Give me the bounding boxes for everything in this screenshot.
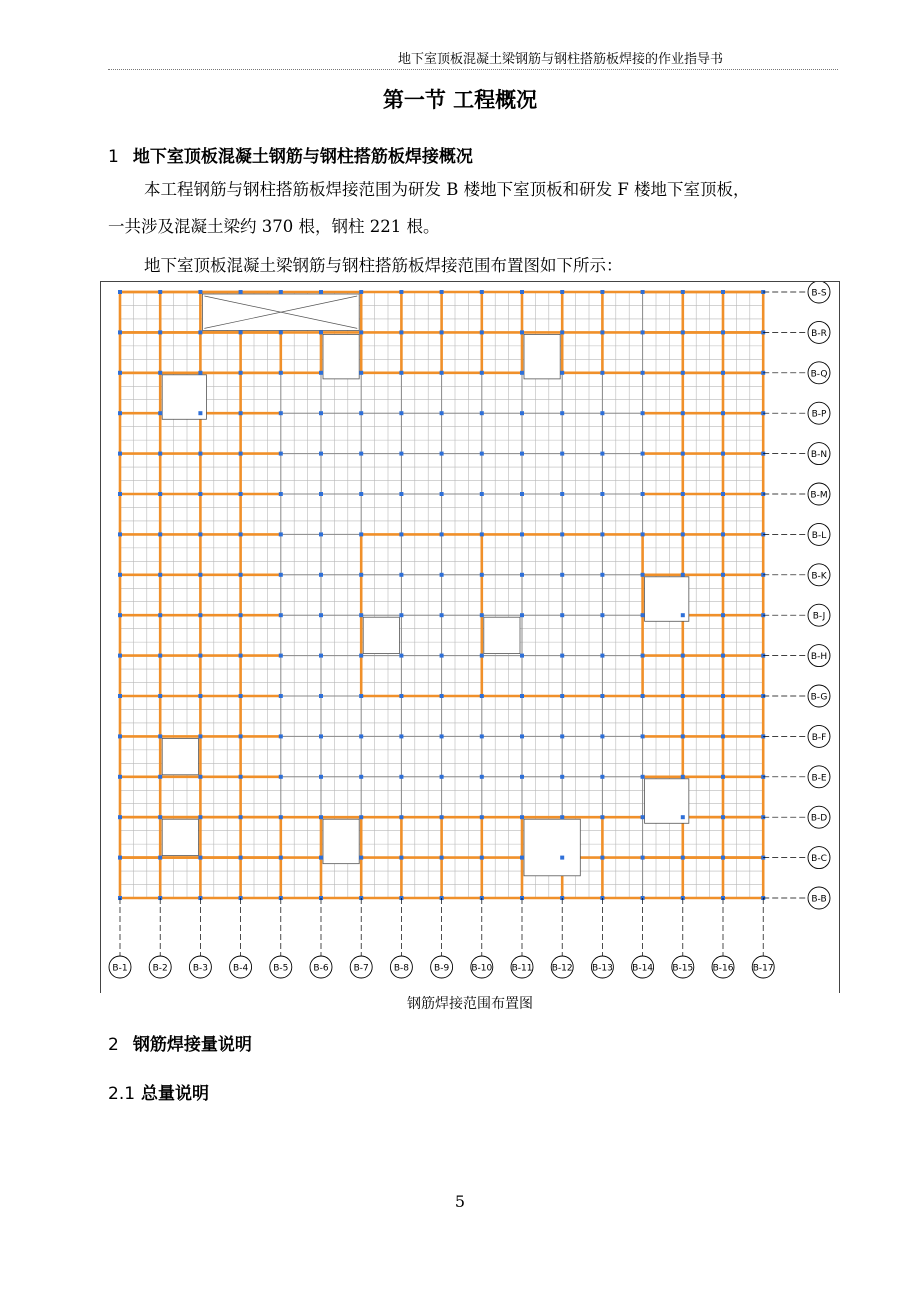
- axis-label-B-D: B-D: [810, 813, 828, 824]
- structural-plan-drawing: [101, 282, 840, 1003]
- subsection-2-1-title: 总量说明: [141, 1084, 210, 1104]
- axis-label-B-3: B-3: [192, 963, 208, 974]
- page-number: 5: [454, 1192, 466, 1211]
- axis-label-B-4: B-4: [233, 963, 249, 974]
- axis-label-B-13: B-13: [591, 963, 613, 974]
- core-opening-6: [484, 617, 520, 653]
- axis-label-B-1: B-1: [112, 963, 128, 974]
- axis-label-B-L: B-L: [811, 530, 827, 541]
- axis-label-B-8: B-8: [393, 963, 409, 974]
- paragraph-1-line-1: 本工程钢筋与钢柱搭筋板焊接范围为研发 B 楼地下室顶板和研发 F 楼地下室顶板，: [144, 180, 750, 199]
- axis-label-B-R: B-R: [811, 328, 827, 339]
- axis-label-B-J: B-J: [812, 611, 826, 622]
- axis-label-B-F: B-F: [811, 732, 827, 743]
- core-opening-12: [162, 819, 198, 855]
- axis-label-B-17: B-17: [752, 963, 774, 974]
- axis-label-B-Q: B-Q: [810, 369, 828, 380]
- axis-label-B-C: B-C: [811, 854, 827, 865]
- core-opening-10: [524, 819, 580, 876]
- axis-label-B-P: B-P: [811, 409, 827, 420]
- axis-label-B-N: B-N: [810, 450, 828, 461]
- core-opening-3: [323, 334, 359, 378]
- subsection-1-number: 1: [108, 147, 119, 167]
- subsection-1-heading: [108, 142, 473, 167]
- axis-label-B-E: B-E: [811, 773, 827, 784]
- axis-label-B-9: B-9: [434, 963, 450, 974]
- axis-label-B-K: B-K: [811, 571, 827, 582]
- core-opening-9: [323, 819, 359, 863]
- subsection-2-1-heading: [108, 1079, 209, 1104]
- subsection-2-heading: [108, 1030, 252, 1055]
- subsection-2-title: 钢筋焊接量说明: [132, 1035, 252, 1055]
- axis-label-B-B: B-B: [811, 894, 827, 905]
- subsection-2-1-number: 2.1: [108, 1084, 136, 1104]
- core-opening-11: [162, 738, 198, 774]
- section-title: 第一节 工程概况: [382, 88, 538, 112]
- subsection-1-title: 地下室顶板混凝土钢筋与钢柱搭筋板焊接概况: [132, 147, 473, 167]
- core-opening-4: [524, 334, 560, 378]
- axis-label-B-5: B-5: [273, 963, 289, 974]
- figure-caption: 钢筋焊接范围布置图: [100, 993, 840, 1015]
- core-opening-5: [363, 617, 399, 653]
- axis-label-B-16: B-16: [712, 963, 734, 974]
- axis-label-B-S: B-S: [811, 288, 827, 299]
- axis-label-B-10: B-10: [471, 963, 493, 974]
- axis-label-B-14: B-14: [632, 963, 654, 974]
- axis-label-B-2: B-2: [152, 963, 168, 974]
- axis-label-B-15: B-15: [672, 963, 694, 974]
- axis-label-B-M: B-M: [810, 490, 828, 501]
- axis-label-B-H: B-H: [810, 652, 828, 663]
- running-header: 地下室顶板混凝土梁钢筋与钢柱搭筋板焊接的作业指导书: [108, 50, 838, 70]
- axis-label-B-12: B-12: [551, 963, 573, 974]
- axis-label-B-7: B-7: [353, 963, 369, 974]
- axis-label-B-6: B-6: [313, 963, 329, 974]
- paragraph-2: 地下室顶板混凝土梁钢筋与钢柱搭筋板焊接范围布置图如下所示：: [144, 256, 623, 275]
- axis-label-B-11: B-11: [511, 963, 533, 974]
- layout-drawing-figure: [100, 281, 840, 1003]
- axis-label-B-G: B-G: [810, 692, 828, 703]
- subsection-2-number: 2: [108, 1035, 119, 1055]
- paragraph-1-line-2: 一共涉及混凝土梁约 370 根，钢柱 221 根。: [108, 217, 440, 236]
